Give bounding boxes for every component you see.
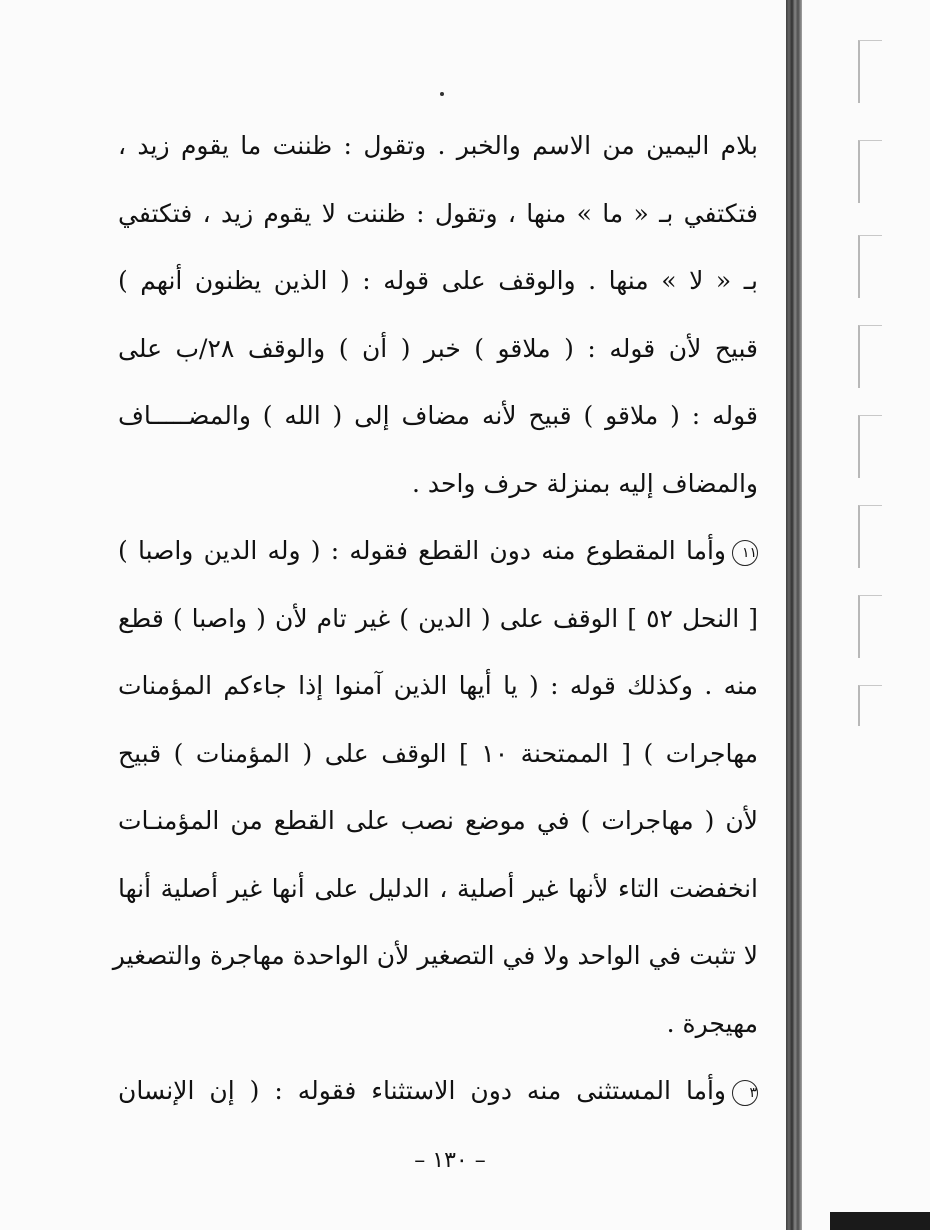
margin-tick [858,505,882,568]
text-line: فتكتفي بـ « ما » منها ، وتقول : ظننت لا يقوم زيد ، فتكتفي [118,198,758,228]
text-line: قوله : ( ملاقو ) قبيح لأنه مضاف إلى ( الله ) والمضـــــاف [118,401,758,430]
scan-corner-shadow [830,1212,930,1230]
margin-marks [858,0,888,1230]
margin-tick [858,140,882,203]
margin-tick [858,595,882,658]
section-mark: ١١ [732,540,758,566]
margin-tick [858,415,882,478]
text-line: بلام اليمين من الاسم والخبر . وتقول : ظننت ما يقوم زيد ، [118,131,758,160]
text-line: لا تثبت في الواحد ولا في التصغير لأن الواحدة مهاجرة والتصغير [112,941,758,970]
text-line: [ النحل ٥٢ ] الوقف على ( الدين ) غير تام لأن ( واصبا ) قطع [118,603,759,633]
margin-tick [858,235,882,298]
margin-tick [858,40,882,103]
ink-speck [440,92,444,96]
binding-edge [786,0,802,1230]
margin-tick [858,325,882,388]
text-line: وأما المقطوع منه دون القطع فقوله : ( وله الدين واصبا ) [118,536,726,565]
margin-tick [858,685,882,726]
text-line: انخفضت التاء لأنها غير أصلية ، الدليل على أنها غير أصلية أنها [118,873,758,903]
text-line: مهيجرة . [666,1008,758,1038]
text-line-with-mark [118,1057,758,1125]
text-line: منه . وكذلك قوله : ( يا أيها الذين آمنوا إذا جاءكم المؤمنات [118,671,758,700]
text-line: مهاجرات ) [ الممتحنة ١٠ ] الوقف على ( المؤمنات ) قبيح [118,738,758,768]
text-line: لأن ( مهاجرات ) في موضع نصب على القطع من المؤمنـات [118,806,758,835]
page-text [112,112,759,1125]
page-number: – ١٣٠ – [414,1148,486,1173]
text-line-with-mark [118,517,758,585]
text-line: قبيح لأن قوله : ( ملاقو ) خبر ( أن ) والوقف ٢٨/ب على [118,333,758,363]
text-line: بـ « لا » منها . والوقف على قوله : ( الذين يظنون أنهم ) [118,266,758,295]
text-line: والمضاف إليه بمنزلة حرف واحد . [411,468,758,498]
text-line: وأما المستثنى منه دون الاستثناء فقوله : ( إن الإنسان [118,1076,726,1105]
section-mark: ٣ [732,1080,758,1106]
